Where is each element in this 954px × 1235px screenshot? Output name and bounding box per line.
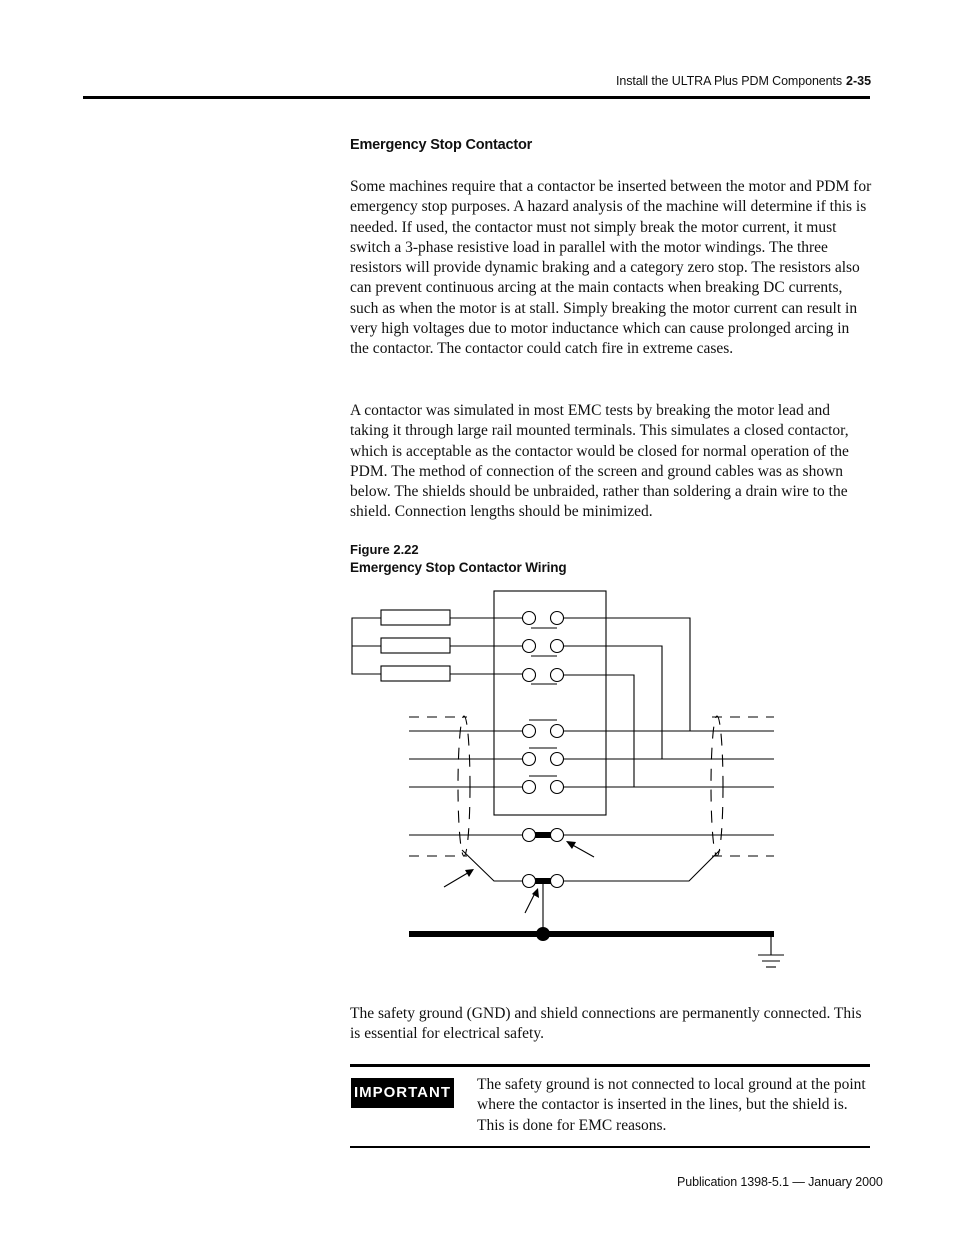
- terminal: [551, 640, 564, 653]
- paragraph-emc-tests: A contactor was simulated in most EMC tests by breaking the motor lead and taking it through large rail mounted terminals. This simulates a closed contactor, which is acceptable as the contactor would be closed for normal operation of the PDM. The method of connection of the screen and ground cables was as shown below. The shields should be unbraided, rather than soldering a drain wire to the shield. Connection lengths should be minimized.: [350, 402, 849, 521]
- ground-bus: [409, 931, 774, 937]
- section-title: Emergency Stop Contactor: [350, 137, 533, 153]
- paragraph-safety-ground: The safety ground (GND) and shield connections are permanently connected. This is essential for electrical safety.: [350, 1005, 862, 1043]
- arrowhead: [465, 869, 474, 877]
- important-badge: IMPORTANT: [351, 1078, 454, 1108]
- terminal: [551, 875, 564, 888]
- resistor: [381, 610, 450, 625]
- terminal: [523, 829, 536, 842]
- resistor-star-wiring: [352, 618, 381, 674]
- resistor: [381, 638, 450, 653]
- terminal: [523, 781, 536, 794]
- important-rule-top: [350, 1064, 870, 1067]
- terminal: [523, 875, 536, 888]
- figure-number: Figure 2.22: [350, 542, 419, 557]
- important-text: The safety ground is not connected to local ground at the point where the contactor is inserted in the lines, but the shield is. This is done for EMC reasons.: [477, 1076, 866, 1134]
- terminal: [551, 669, 564, 682]
- arrowhead: [566, 841, 576, 849]
- terminal: [523, 753, 536, 766]
- terminal: [551, 829, 564, 842]
- terminal: [551, 612, 564, 625]
- figure-title: Emergency Stop Contactor Wiring: [350, 560, 567, 575]
- jumper-bar: [535, 832, 551, 838]
- terminal: [523, 612, 536, 625]
- shield-drain-left: [462, 850, 523, 881]
- shield-drain-right: [563, 850, 720, 881]
- terminal: [551, 725, 564, 738]
- terminal: [523, 725, 536, 738]
- terminal: [551, 781, 564, 794]
- ground-junction: [536, 927, 550, 941]
- aux-lead: [563, 646, 662, 759]
- important-rule-bottom: [350, 1146, 870, 1148]
- terminal: [523, 640, 536, 653]
- page-number: 2-35: [846, 74, 872, 88]
- resistor: [381, 666, 450, 681]
- paragraph-intro: Some machines require that a contactor be inserted between the motor and PDM for emergency stop purposes. A hazard analysis of the machine will determine if this is needed. If used, the contactor must not simply break the motor current, it must switch a 3-phase resistive load in parallel with the motor windings. The three resistors will provide dynamic braking and a category zero stop. The resistors also can prevent continuous arcing at the main contacts when breaking DC currents, such as when the motor is at stall. Simply breaking the motor current can result in very high voltages due to motor inductance which can cause prolonged arcing in the contactor. The contactor could catch fire in extreme cases.: [350, 178, 872, 358]
- jumper-bar: [535, 878, 551, 884]
- terminal: [523, 669, 536, 682]
- contactor-box: [494, 591, 606, 815]
- footer-publication: Publication 1398-5.1 — January 2000: [677, 1175, 883, 1189]
- running-header: Install the ULTRA Plus PDM Components: [616, 74, 843, 88]
- terminal: [551, 753, 564, 766]
